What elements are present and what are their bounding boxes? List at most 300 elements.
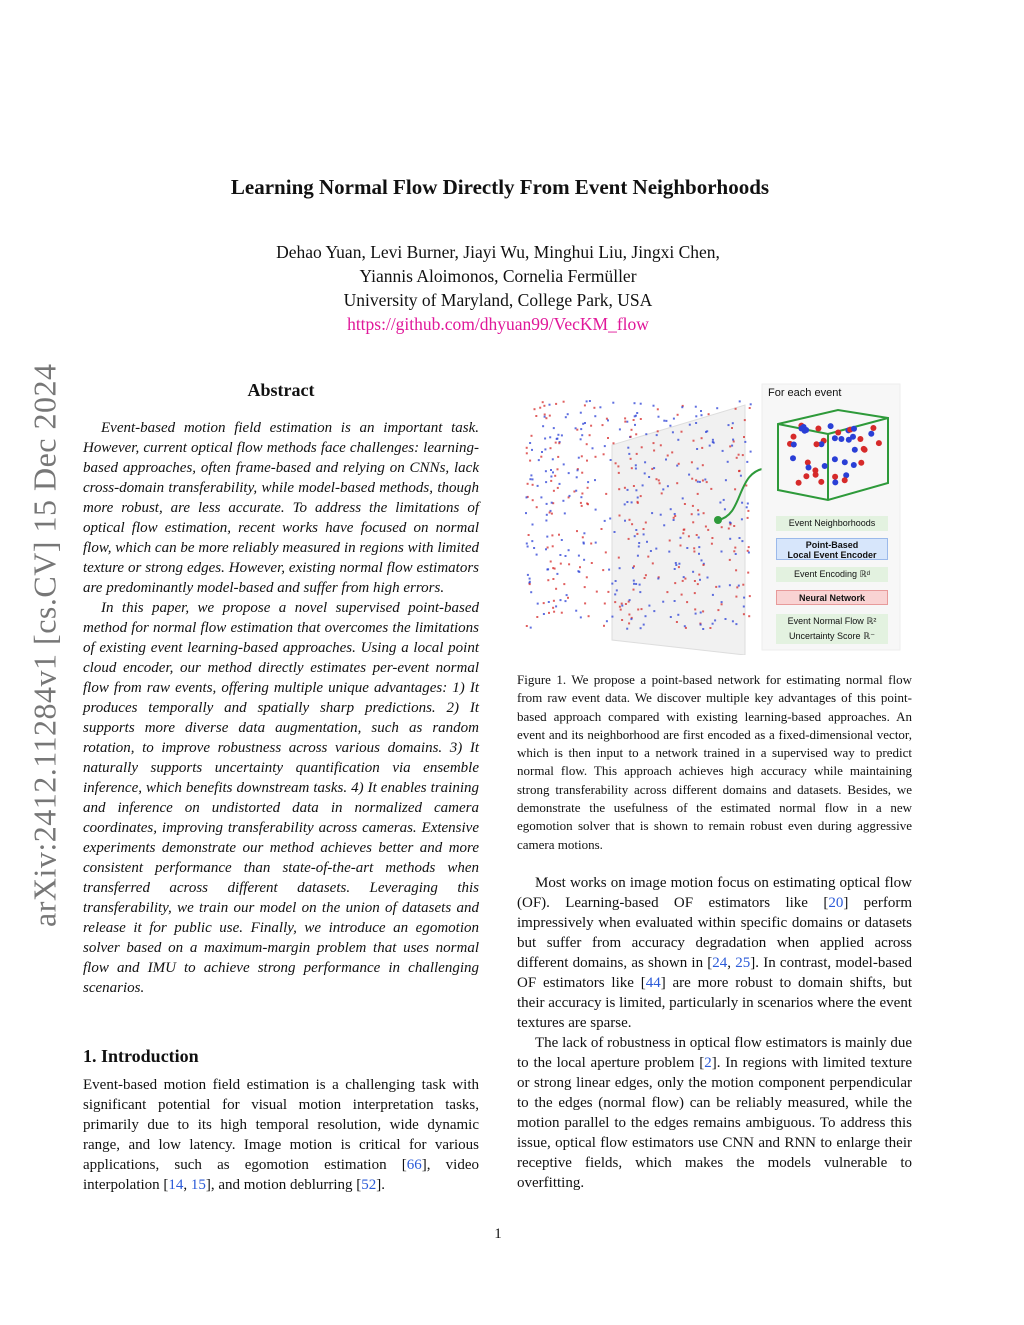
event-dot <box>673 519 675 521</box>
cube-event-dot <box>796 480 802 486</box>
event-dot <box>596 591 598 593</box>
event-dot <box>716 407 718 409</box>
cube-event-dot <box>803 473 809 479</box>
event-dot <box>537 603 539 605</box>
event-dot <box>578 457 580 459</box>
event-dot <box>639 591 641 593</box>
event-dot <box>544 416 546 418</box>
event-dot <box>640 418 642 420</box>
event-dot <box>698 537 700 539</box>
event-dot <box>588 615 590 617</box>
event-dot <box>656 478 658 480</box>
event-dot <box>675 564 677 566</box>
event-dot <box>694 592 696 594</box>
intro-body-right <box>517 873 912 1193</box>
event-dot <box>721 603 723 605</box>
citation-14[interactable]: 14 <box>168 1177 184 1193</box>
event-dot <box>594 479 596 481</box>
event-dot <box>602 569 604 571</box>
event-dot <box>740 475 742 477</box>
event-dot <box>735 553 737 555</box>
event-dot <box>603 453 605 455</box>
event-dot <box>721 551 723 553</box>
event-dot <box>564 512 566 514</box>
event-dot <box>543 405 545 407</box>
event-dot <box>562 500 564 502</box>
event-dot <box>556 438 558 440</box>
event-dot <box>647 556 649 558</box>
event-dot <box>742 584 744 586</box>
event-dot <box>557 434 559 436</box>
citation-25[interactable]: 25 <box>735 955 751 971</box>
event-dot <box>645 522 647 524</box>
event-dot <box>665 420 667 422</box>
event-dot <box>624 503 626 505</box>
event-dot <box>674 568 676 570</box>
abstract-paragraph-1: Event-based motion field estimation is an important task. However, current optical flow methods face challenges: learning-based approaches, often frame-based and relying on CNNs, lack cross-domain transferability, while model-based methods, though more robust, are less accurate. To address the limitations of optical flow estimation, recent works have focused on normal flow, which can be more reliably measured in regions with limited texture or strong edges. However, existing normal flow estimators are predominantly model-based and suffer from high errors. <box>83 420 479 596</box>
event-dot <box>743 436 745 438</box>
event-dot <box>731 445 733 447</box>
event-dot <box>631 429 633 431</box>
cube-event-dot <box>832 456 838 462</box>
cube-event-dot <box>815 426 821 432</box>
event-dot <box>557 487 559 489</box>
event-dot <box>698 546 700 548</box>
event-dot <box>542 401 544 403</box>
github-link[interactable]: https://github.com/dhyuan99/VecKM_flow <box>347 314 649 334</box>
event-dot <box>581 505 583 507</box>
event-dot <box>593 407 595 409</box>
event-dot <box>643 528 645 530</box>
event-dot <box>619 606 621 608</box>
event-dot <box>551 513 553 515</box>
event-dot <box>601 528 603 530</box>
event-dot <box>530 627 532 629</box>
event-dot <box>653 610 655 612</box>
event-dot <box>640 403 642 405</box>
event-dot <box>677 414 679 416</box>
event-dot <box>607 437 609 439</box>
event-dot <box>594 415 596 417</box>
cube-event-dot <box>858 460 864 466</box>
event-dot <box>536 616 538 618</box>
event-dot <box>678 463 680 465</box>
event-dot <box>580 438 582 440</box>
event-dot <box>681 594 683 596</box>
event-dot <box>663 524 665 526</box>
event-dot <box>628 614 630 616</box>
event-dot <box>706 430 708 432</box>
event-dot <box>551 534 553 536</box>
event-dot <box>692 571 694 573</box>
event-dot <box>604 445 606 447</box>
page-number: 1 <box>494 1226 502 1242</box>
event-dot <box>739 400 741 402</box>
event-dot <box>719 502 721 504</box>
event-dot <box>722 450 724 452</box>
event-dot <box>686 547 688 549</box>
event-dot <box>626 628 628 630</box>
event-dot <box>741 518 743 520</box>
citation-66[interactable]: 66 <box>406 1157 422 1173</box>
cube-event-dot <box>791 434 797 440</box>
event-dot <box>580 502 582 504</box>
event-dot <box>581 455 583 457</box>
event-dot <box>636 533 638 535</box>
event-dot <box>714 619 716 621</box>
event-dot <box>549 436 551 438</box>
event-dot <box>579 566 581 568</box>
event-dot <box>552 578 554 580</box>
event-dot <box>540 496 542 498</box>
cube-event-dot <box>806 465 812 471</box>
event-dot <box>680 537 682 539</box>
event-dot <box>626 421 628 423</box>
cube-event-dot <box>828 423 834 429</box>
cube-event-dot <box>801 424 807 430</box>
event-dot <box>694 580 696 582</box>
event-dot <box>592 447 594 449</box>
event-dot <box>558 534 560 536</box>
event-dot <box>691 513 693 515</box>
event-dot <box>684 578 686 580</box>
event-dot <box>645 433 647 435</box>
event-dot <box>656 434 658 436</box>
event-dot <box>697 468 699 470</box>
event-dot <box>586 400 588 402</box>
event-dot <box>529 578 531 580</box>
event-dot <box>695 406 697 408</box>
event-dot <box>559 483 561 485</box>
event-dot <box>575 610 577 612</box>
event-dot <box>666 591 668 593</box>
event-dot <box>644 461 646 463</box>
event-dot <box>695 415 697 417</box>
event-dot <box>638 542 640 544</box>
event-dot <box>700 410 702 412</box>
event-dot <box>560 599 562 601</box>
event-dot <box>629 519 631 521</box>
abstract-heading: Abstract <box>247 380 315 400</box>
event-dot <box>741 540 743 542</box>
event-dot <box>670 508 672 510</box>
event-dot <box>733 525 735 527</box>
event-dot <box>587 487 589 489</box>
event-dot <box>651 512 653 514</box>
event-dot <box>549 404 551 406</box>
cube-event-dot <box>870 425 876 431</box>
event-dot <box>561 434 563 436</box>
event-dot <box>697 509 699 511</box>
event-dot <box>718 586 720 588</box>
event-dot <box>590 543 592 545</box>
intro-paragraph-2: Most works on image motion focus on estimating optical flow (OF). Learning-based OF estimators like [20] perform impressively when evaluated within specific domains or datasets but suffer from accuracy degradation when applied across different domains, as shown in [24, 25]. In contrast, model-based OF estimators like [44] are more robust to domain shifts, but their accuracy is limited, particularly in scenarios where the event textures are sparse. <box>517 875 912 1031</box>
event-dot <box>581 493 583 495</box>
event-dot <box>613 442 615 444</box>
event-dot <box>544 414 546 416</box>
event-dot <box>734 547 736 549</box>
event-dot <box>733 550 735 552</box>
event-dot <box>729 445 731 447</box>
event-dot <box>748 546 750 548</box>
event-dot <box>587 481 589 483</box>
event-dot <box>667 455 669 457</box>
event-dot <box>653 467 655 469</box>
event-dot <box>614 601 616 603</box>
event-dot <box>526 447 528 449</box>
event-dot <box>739 537 741 539</box>
intro-paragraph-1: Event-based motion field estimation is a challenging task with significant potential for visual motion interpretation tasks, primarily due to its high temporal resolution, wide dynamic range, and low latency. Image motion is critical for various applications, such as egomotion estimation [66], video interpolation [14, 15], and motion deblurring [52]. <box>83 1077 479 1193</box>
event-dot <box>552 567 554 569</box>
event-dot <box>642 484 644 486</box>
event-dot <box>749 407 751 409</box>
event-dot <box>701 437 703 439</box>
abstract-body <box>83 418 479 998</box>
event-dot <box>631 501 633 503</box>
cube-event-dot <box>851 426 857 432</box>
cube-event-dot <box>868 431 874 437</box>
event-dot <box>735 623 737 625</box>
cube-event-dot <box>851 462 857 468</box>
event-dot <box>744 419 746 421</box>
event-dot <box>549 415 551 417</box>
event-dot <box>550 476 552 478</box>
figure-1-graphic <box>520 375 905 655</box>
event-dot <box>653 442 655 444</box>
event-dot <box>634 424 636 426</box>
event-dot <box>653 405 655 407</box>
event-dot <box>661 492 663 494</box>
event-dot <box>530 474 532 476</box>
event-dot <box>538 459 540 461</box>
event-dot <box>637 555 639 557</box>
event-dot <box>529 478 531 480</box>
event-dot <box>618 557 620 559</box>
citation-52[interactable]: 52 <box>361 1177 377 1193</box>
citation-24[interactable]: 24 <box>712 955 728 971</box>
cube-event-dot <box>861 446 867 452</box>
event-dot <box>580 616 582 618</box>
event-dot <box>627 489 629 491</box>
event-dot <box>721 526 723 528</box>
event-dot <box>529 583 531 585</box>
event-dot <box>589 400 591 402</box>
event-dot <box>712 623 714 625</box>
event-dot <box>619 428 621 430</box>
event-dot <box>561 612 563 614</box>
event-dot <box>551 502 553 504</box>
event-dot <box>605 493 607 495</box>
event-dot <box>546 514 548 516</box>
event-dot <box>676 621 678 623</box>
event-dot <box>682 497 684 499</box>
event-dot <box>746 461 748 463</box>
event-dot <box>698 553 700 555</box>
event-dot <box>545 417 547 419</box>
event-dot <box>633 485 635 487</box>
event-dot <box>631 523 633 525</box>
event-dot <box>550 469 552 471</box>
event-dot <box>525 512 527 514</box>
event-dot <box>546 503 548 505</box>
event-dot <box>692 521 694 523</box>
event-dot <box>556 573 558 575</box>
event-dot <box>695 479 697 481</box>
event-dot <box>683 529 685 531</box>
event-dot <box>657 578 659 580</box>
event-dot <box>732 422 734 424</box>
event-dot <box>682 580 684 582</box>
event-dot <box>652 562 654 564</box>
event-dot <box>630 618 632 620</box>
event-dot <box>581 472 583 474</box>
event-dot <box>550 480 552 482</box>
event-dot <box>706 481 708 483</box>
event-dot <box>532 478 534 480</box>
event-dot <box>633 580 635 582</box>
cube-event-dot <box>832 479 838 485</box>
event-dot <box>552 458 554 460</box>
event-dot <box>678 563 680 565</box>
event-dot <box>721 601 723 603</box>
event-dot <box>749 595 751 597</box>
event-dot <box>542 425 544 427</box>
event-dot <box>539 407 541 409</box>
event-dot <box>699 481 701 483</box>
event-dot <box>677 439 679 441</box>
intro-heading: 1. Introduction <box>83 1046 199 1066</box>
event-dot <box>636 453 638 455</box>
event-dot <box>696 534 698 536</box>
event-dot <box>747 572 749 574</box>
event-dot <box>590 425 592 427</box>
pipeline-event-neighborhoods: Event Neighborhoods <box>776 516 888 531</box>
event-dot <box>648 605 650 607</box>
event-dot <box>531 449 533 451</box>
event-dot <box>533 547 535 549</box>
event-dot <box>584 586 586 588</box>
event-dot <box>712 594 714 596</box>
event-dot <box>686 601 688 603</box>
event-dot <box>673 418 675 420</box>
event-dot <box>553 427 555 429</box>
event-dot <box>536 554 538 556</box>
selected-event-marker <box>714 516 722 524</box>
event-dot <box>729 523 731 525</box>
event-dot <box>635 468 637 470</box>
event-dot <box>639 584 641 586</box>
event-dot <box>693 440 695 442</box>
citation-20[interactable]: 20 <box>828 895 844 911</box>
event-dot <box>560 563 562 565</box>
event-dot <box>526 452 528 454</box>
event-dot <box>548 601 550 603</box>
event-dot <box>624 421 626 423</box>
event-dot <box>555 588 557 590</box>
event-dot <box>657 408 659 410</box>
event-dot <box>670 616 672 618</box>
citation-44[interactable]: 44 <box>645 975 661 991</box>
event-dot <box>541 451 543 453</box>
event-dot <box>742 454 744 456</box>
event-dot <box>614 531 616 533</box>
event-dot <box>662 601 664 603</box>
event-dot <box>635 583 637 585</box>
pipeline-normal-flow: Event Normal Flow ℝ² <box>776 614 888 629</box>
event-dot <box>586 460 588 462</box>
event-dot <box>619 567 621 569</box>
event-dot <box>526 625 528 627</box>
event-dot <box>658 416 660 418</box>
event-dot <box>674 582 676 584</box>
event-dot <box>682 532 684 534</box>
citation-2[interactable]: 2 <box>704 1055 712 1071</box>
event-dot <box>641 446 643 448</box>
event-dot <box>550 561 552 563</box>
event-dot <box>741 502 743 504</box>
event-dot <box>738 585 740 587</box>
event-dot <box>709 627 711 629</box>
event-dot <box>568 563 570 565</box>
event-dot <box>545 548 547 550</box>
event-dot <box>713 442 715 444</box>
event-dot <box>667 485 669 487</box>
event-dot <box>583 559 585 561</box>
event-dot <box>576 476 578 478</box>
event-dot <box>732 439 734 441</box>
event-dot <box>633 583 635 585</box>
event-dot <box>620 609 622 611</box>
pipeline-neural-network: Neural Network <box>776 590 888 605</box>
authors-line-2: Yiannis Aloimonos, Cornelia Fermüller <box>359 266 637 286</box>
event-dot <box>531 540 533 542</box>
event-dot <box>743 606 745 608</box>
event-dot <box>650 550 652 552</box>
event-dot <box>563 401 565 403</box>
event-dot <box>685 627 687 629</box>
event-dot <box>550 447 552 449</box>
event-dot <box>529 460 531 462</box>
event-dot <box>747 503 749 505</box>
event-dot <box>709 445 711 447</box>
event-dot <box>627 447 629 449</box>
event-dot <box>699 579 701 581</box>
event-dot <box>636 412 638 414</box>
event-dot <box>568 472 570 474</box>
event-dot <box>586 503 588 505</box>
event-dot <box>557 456 559 458</box>
event-dot <box>733 441 735 443</box>
event-dot <box>707 577 709 579</box>
event-dot <box>624 417 626 419</box>
event-dot <box>715 586 717 588</box>
event-dot <box>582 536 584 538</box>
event-dot <box>698 513 700 515</box>
event-dot <box>563 583 565 585</box>
event-dot <box>704 479 706 481</box>
event-dot <box>548 612 550 614</box>
event-dot <box>641 608 643 610</box>
event-dot <box>747 510 749 512</box>
citation-15[interactable]: 15 <box>190 1177 206 1193</box>
event-dot <box>659 482 661 484</box>
event-dot <box>675 562 677 564</box>
event-dot <box>710 488 712 490</box>
event-dot <box>607 419 609 421</box>
event-dot <box>611 583 613 585</box>
event-dot <box>645 615 647 617</box>
event-dot <box>735 596 737 598</box>
